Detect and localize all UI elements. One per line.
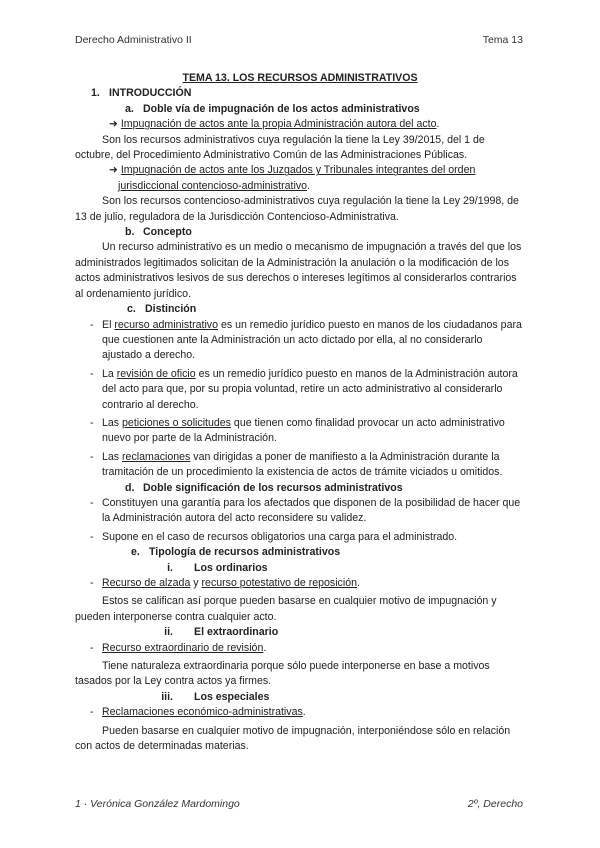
- footer-author: 1 · Verónica González Mardomingo: [75, 798, 240, 810]
- underlined-term: Impugnación de actos ante la propia Administración autora del acto: [120, 118, 437, 131]
- underlined-term: recurso administrativo: [114, 318, 218, 331]
- list-item: - Las peticiones o solicitudes que tienen como finalidad provocar un acto administrativo nuevo por parte de la Administración.: [90, 416, 505, 445]
- list-item: - Recurso de alzada y recurso potestativo de reposición.: [90, 577, 360, 589]
- sub-subsection-number: ii.: [164, 626, 173, 639]
- sub-subsection-label: Los especiales: [194, 690, 270, 703]
- underlined-term: jurisdiccional contencioso-administrativo: [118, 179, 308, 192]
- sub-subsection-heading-iii: [75, 690, 525, 705]
- subsection-label: Tipología de recursos administrativos: [149, 546, 341, 559]
- punctuation: .: [307, 179, 310, 192]
- sub-subsection-label: El extraordinario: [194, 626, 279, 639]
- subsection-label: Doble vía de impugnación de los actos administrativos: [143, 102, 420, 115]
- subsection-heading-a: [75, 102, 525, 117]
- sub-subsection-heading-i: [75, 561, 525, 576]
- subsection-number: d.: [125, 481, 135, 494]
- subsection-heading-c: [75, 302, 525, 317]
- document-body: [75, 70, 525, 754]
- underlined-term: peticiones o solicitudes: [122, 416, 231, 429]
- sub-subsection-label: Los ordinarios: [194, 561, 268, 574]
- paragraph: Pueden basarse en cualquier motivo de impugnación, interponiéndose sólo en relación con actos de determinadas materias.: [75, 724, 511, 753]
- list-item: - Constituyen una garantía para los afectados que disponen de la posibilidad de hacer que la Administración autora del acto reconsidere su validez.: [90, 496, 521, 525]
- list-item: - Las reclamaciones van dirigidas a poner de manifiesto a la Administración durante la tramitación de un procedimiento la existencia de actos de trámite viciados u omitidos.: [90, 450, 503, 479]
- list-item: - El recurso administrativo es un remedio jurídico puesto en manos de los ciudadanos para que cuestionen ante la Administración un acto dictado por ella, al no considerarlo ajustado a derecho.: [90, 318, 522, 362]
- running-header-subject: Derecho Administrativo II: [75, 34, 192, 46]
- list-item: - Supone en el caso de recursos obligatorios una carga para el administrado.: [90, 530, 458, 543]
- subsection-number: c.: [127, 303, 136, 316]
- subsection-label: Doble significación de los recursos administrativos: [143, 481, 403, 494]
- paragraph: Tiene naturaleza extraordinaria porque sólo puede interponerse en base a motivos tasados por la Ley contra actos ya firmes.: [75, 660, 490, 688]
- arrow-point-1: [75, 117, 525, 132]
- underlined-term: Recurso de alzada: [102, 577, 191, 589]
- underlined-term: reclamaciones: [122, 450, 191, 463]
- sub-subsection-number: iii.: [161, 690, 173, 703]
- paragraph: Son los recursos contencioso-administrativos cuya regulación la tiene la Ley 29/1998, de 13 de julio, reguladora de la Jurisdicción Contencioso-Administrativa.: [75, 195, 519, 223]
- footer-course: 2º, Derecho: [467, 798, 523, 810]
- subsection-number: b.: [125, 226, 135, 239]
- paragraph: Un recurso administrativo es un medio o mecanismo de impugnación a través del que los administrados legitimados solicitan de la Administración la anulación o la modificación de los actos administrativos lesivos de sus derechos o intereses legítimos al considerarlos contrarios al ordenamiento jurídico.: [75, 241, 522, 300]
- underlined-term: revisión de oficio: [116, 367, 196, 380]
- subsection-label: Distinción: [145, 303, 197, 316]
- arrow-point-2: [75, 163, 525, 194]
- paragraph: Son los recursos administrativos cuya regulación la tiene la Ley 39/2015, del 1 de octubre, del Procedimiento Administrativo Común de las Administraciones Públicas.: [75, 133, 485, 162]
- running-header-topic: Tema 13: [482, 34, 523, 46]
- underlined-term: recurso potestativo de reposición: [201, 577, 357, 589]
- list-item: - La revisión de oficio es un remedio jurídico puesto en manos de la Administración autora del acto para que, por su propia voluntad, retire un acto administrativo al considerarlo contrario al derecho.: [90, 367, 518, 411]
- subsection-number: a.: [125, 102, 134, 115]
- section-label: INTRODUCCIÓN: [109, 87, 192, 100]
- arrow-icon: ➜: [109, 118, 121, 131]
- subsection-label: Concepto: [143, 226, 192, 239]
- underlined-term: Impugnación de actos ante los Juzgados y Tribunales integrantes del orden: [120, 164, 476, 177]
- punctuation: .: [436, 118, 440, 131]
- subsection-number: e.: [131, 546, 140, 559]
- underlined-term: Reclamaciones económico-administrativas: [102, 706, 303, 719]
- list-item: - Recurso extraordinario de revisión.: [90, 641, 267, 654]
- page-title: TEMA 13. LOS RECURSOS ADMINISTRATIVOS: [182, 72, 418, 84]
- section-heading-introduccion: [75, 86, 525, 101]
- list-item: - Reclamaciones económico-administrativas.: [90, 706, 306, 719]
- sub-subsection-number: i.: [167, 561, 173, 574]
- arrow-icon: ➜: [109, 164, 121, 177]
- section-number: 1.: [91, 87, 100, 100]
- sub-subsection-heading-ii: [75, 625, 525, 640]
- subsection-heading-b: [75, 225, 525, 240]
- underlined-term: Recurso extraordinario de revisión: [102, 641, 264, 654]
- paragraph: Estos se califican así porque pueden basarse en cualquier motivo de impugnación y pueden interponerse contra cualquier acto.: [75, 595, 497, 623]
- subsection-heading-e: [75, 545, 525, 560]
- subsection-heading-d: [75, 481, 525, 496]
